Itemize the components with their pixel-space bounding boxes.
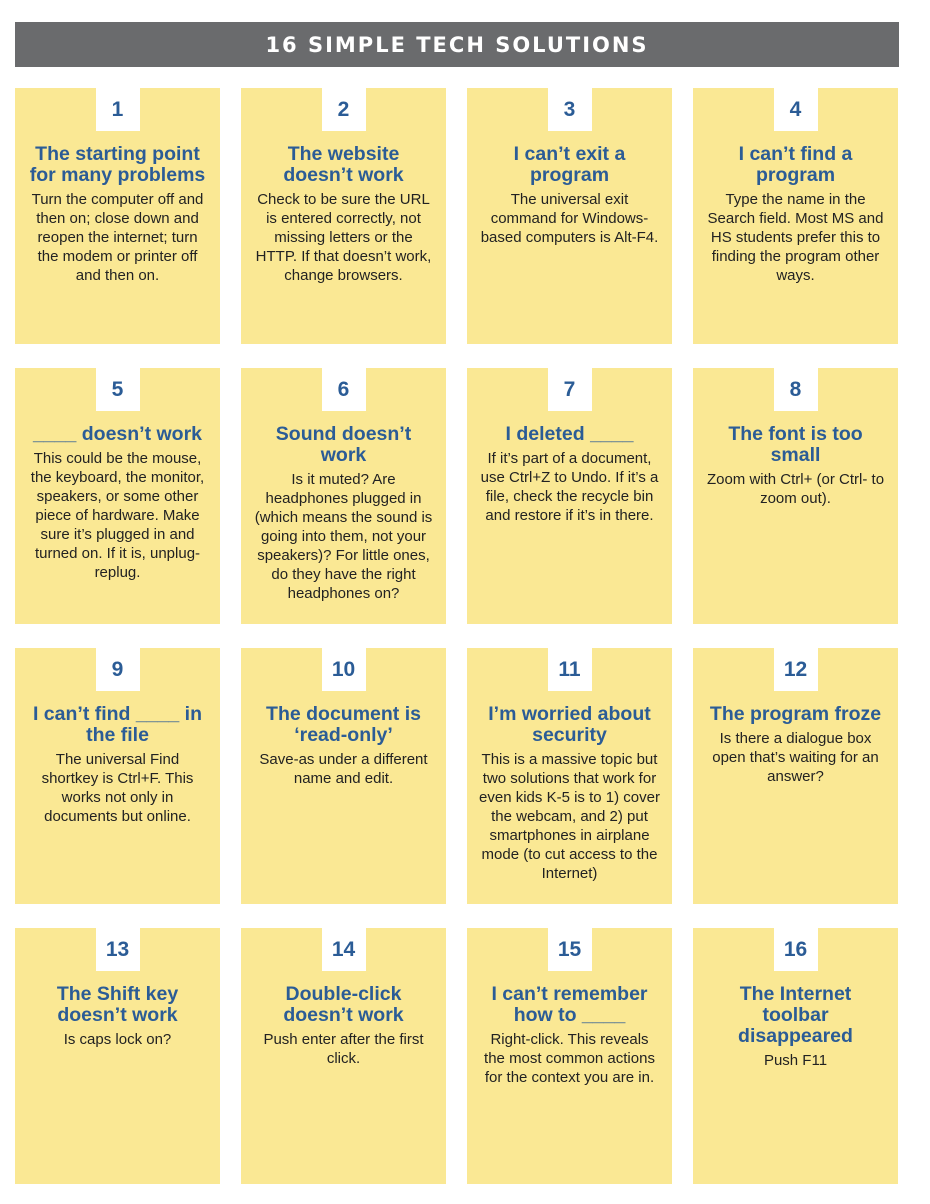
card-title: I can’t find a program — [738, 143, 853, 186]
solution-card-2 — [241, 88, 446, 344]
card-title: Double-click doesn’t work — [283, 983, 404, 1026]
solution-card-3 — [467, 88, 672, 344]
card-title: I’m worried about security — [488, 703, 651, 746]
solution-card-13 — [15, 928, 220, 1184]
card-title: I can’t remember how to ____ — [491, 983, 648, 1026]
solutions-grid — [15, 88, 898, 1184]
solution-card-8 — [693, 368, 898, 624]
solution-card-7 — [467, 368, 672, 624]
solution-card-16 — [693, 928, 898, 1184]
card-number: 14 — [322, 928, 366, 971]
card-body: Is it muted? Are headphones plugged in (which means the sound is going into them, not your speakers)? For little ones, do they have the right headphones on? — [254, 471, 433, 602]
card-body: The universal exit command for Windows-based computers is Alt-F4. — [480, 191, 659, 246]
card-title: The program froze — [709, 703, 882, 725]
card-title: I can’t find ____ in the file — [32, 703, 203, 746]
card-body: Push enter after the first click. — [263, 1031, 424, 1067]
solution-card-4 — [693, 88, 898, 344]
solution-card-1 — [15, 88, 220, 344]
card-number: 5 — [96, 368, 140, 411]
card-body: Is caps lock on? — [63, 1031, 172, 1048]
card-body: Push F11 — [763, 1052, 828, 1069]
card-number: 3 — [548, 88, 592, 131]
card-title: Sound doesn’t work — [275, 423, 412, 466]
card-body: Is there a dialogue box open that’s waiting for an answer? — [712, 730, 879, 785]
card-body: The universal Find shortkey is Ctrl+F. This works not only in documents but online. — [41, 751, 194, 825]
solution-card-6 — [241, 368, 446, 624]
card-number: 16 — [774, 928, 818, 971]
card-number: 12 — [774, 648, 818, 691]
card-number: 15 — [548, 928, 592, 971]
card-body: This could be the mouse, the keyboard, the monitor, speakers, or some other piece of hardware. Make sure it’s plugged in and turned on. If it is, unplug-replug. — [30, 450, 205, 581]
card-title: ____ doesn’t work — [32, 423, 203, 445]
card-title: The starting point for many problems — [29, 143, 206, 186]
page-title: 16 SIMPLE TECH SOLUTIONS — [265, 32, 649, 57]
card-title: I can’t exit a program — [513, 143, 626, 186]
solution-card-5 — [15, 368, 220, 624]
solution-card-10 — [241, 648, 446, 904]
card-number: 6 — [322, 368, 366, 411]
card-number: 7 — [548, 368, 592, 411]
card-body: Turn the computer off and then on; close down and reopen the internet; turn the modem or printer off and then on. — [31, 191, 204, 284]
card-body: Right-click. This reveals the most common actions for the context you are in. — [484, 1031, 655, 1086]
card-body: Type the name in the Search field. Most MS and HS students prefer this to finding the program other ways. — [707, 191, 884, 284]
solution-card-14 — [241, 928, 446, 1184]
card-number: 10 — [322, 648, 366, 691]
card-number: 4 — [774, 88, 818, 131]
card-number: 13 — [96, 928, 140, 971]
card-number: 11 — [548, 648, 592, 691]
card-title: The website doesn’t work — [283, 143, 404, 186]
card-body: Zoom with Ctrl+ (or Ctrl- to zoom out). — [706, 471, 885, 507]
card-number: 1 — [96, 88, 140, 131]
solution-card-9 — [15, 648, 220, 904]
card-title: The Shift key doesn’t work — [56, 983, 179, 1026]
card-body: Save-as under a different name and edit. — [259, 751, 428, 787]
card-title: The font is too small — [728, 423, 863, 466]
card-body: If it’s part of a document, use Ctrl+Z to Undo. If it’s a file, check the recycle bin and restore if it’s in there. — [480, 450, 659, 524]
card-title: The document is ‘read-only’ — [266, 703, 421, 746]
card-body: This is a massive topic but two solutions that work for even kids K-5 is to 1) cover the webcam, and 2) put smartphones in airplane mode (to cut access to the Internet) — [479, 751, 660, 882]
solution-card-15 — [467, 928, 672, 1184]
page-header — [15, 22, 899, 67]
card-title: I deleted ____ — [505, 423, 634, 445]
card-title: The Internet toolbar disappeared — [738, 983, 853, 1047]
card-number: 9 — [96, 648, 140, 691]
card-body: Check to be sure the URL is entered correctly, not missing letters or the HTTP. If that doesn’t work, change browsers. — [255, 191, 432, 284]
solution-card-11 — [467, 648, 672, 904]
solution-card-12 — [693, 648, 898, 904]
card-number: 2 — [322, 88, 366, 131]
card-number: 8 — [774, 368, 818, 411]
